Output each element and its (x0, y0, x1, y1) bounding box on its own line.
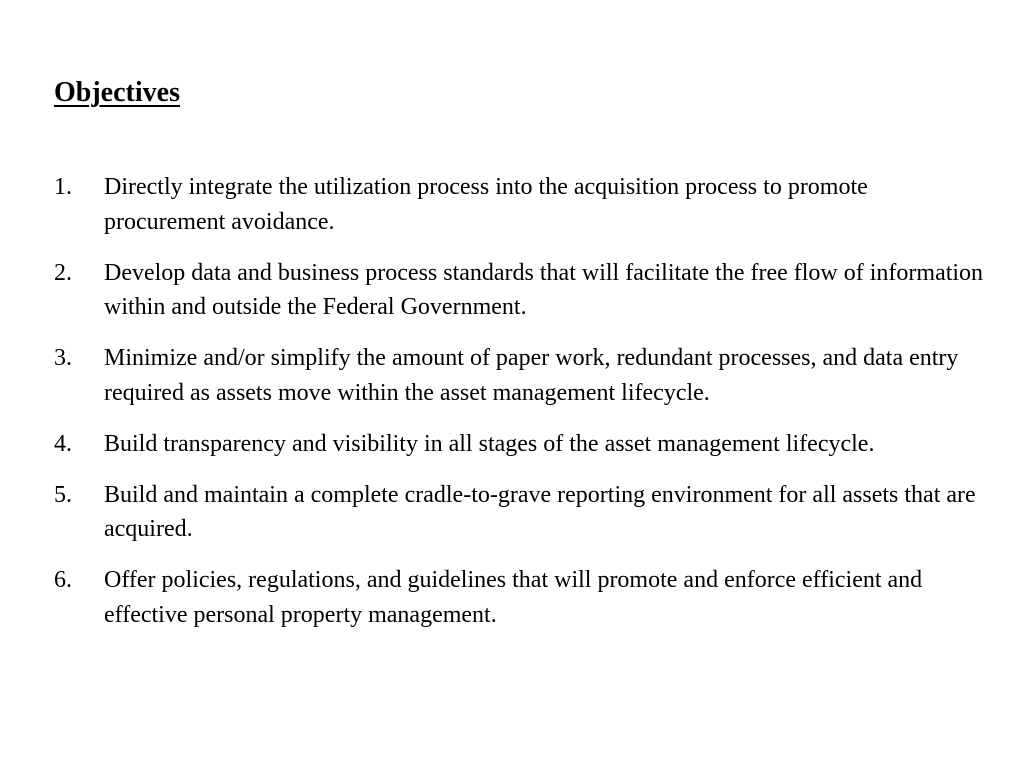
objective-number: 1. (54, 174, 72, 200)
objective-text: Directly integrate the utilization process into the acquisition process to promote procurement avoidance. (104, 174, 868, 235)
objective-text: Minimize and/or simplify the amount of paper work, redundant processes, and data entry required as assets move within the asset management lifecycle. (104, 345, 959, 406)
objective-text: Build and maintain a complete cradle-to-grave reporting environment for all assets that are acquired. (104, 481, 976, 542)
slide-title: Objectives (54, 77, 180, 108)
objective-item (54, 341, 984, 410)
objective-text: Develop data and business process standards that will facilitate the free flow of information within and outside the Federal Government. (104, 259, 984, 320)
objective-text: Offer policies, regulations, and guidelines that will promote and enforce efficient and effective personal property management. (104, 567, 923, 628)
objective-text: Build transparency and visibility in all stages of the asset management lifecycle. (104, 430, 875, 457)
objective-item (54, 478, 984, 547)
objective-item (54, 427, 984, 462)
objective-number: 5. (54, 481, 72, 508)
objective-number: 6. (54, 567, 72, 593)
objective-number: 3. (54, 345, 72, 371)
objective-item (54, 256, 984, 325)
objective-number: 2. (54, 259, 72, 286)
objective-item (54, 170, 984, 239)
objective-item (54, 563, 984, 632)
objective-number: 4. (54, 430, 72, 457)
objectives-list (54, 170, 984, 649)
